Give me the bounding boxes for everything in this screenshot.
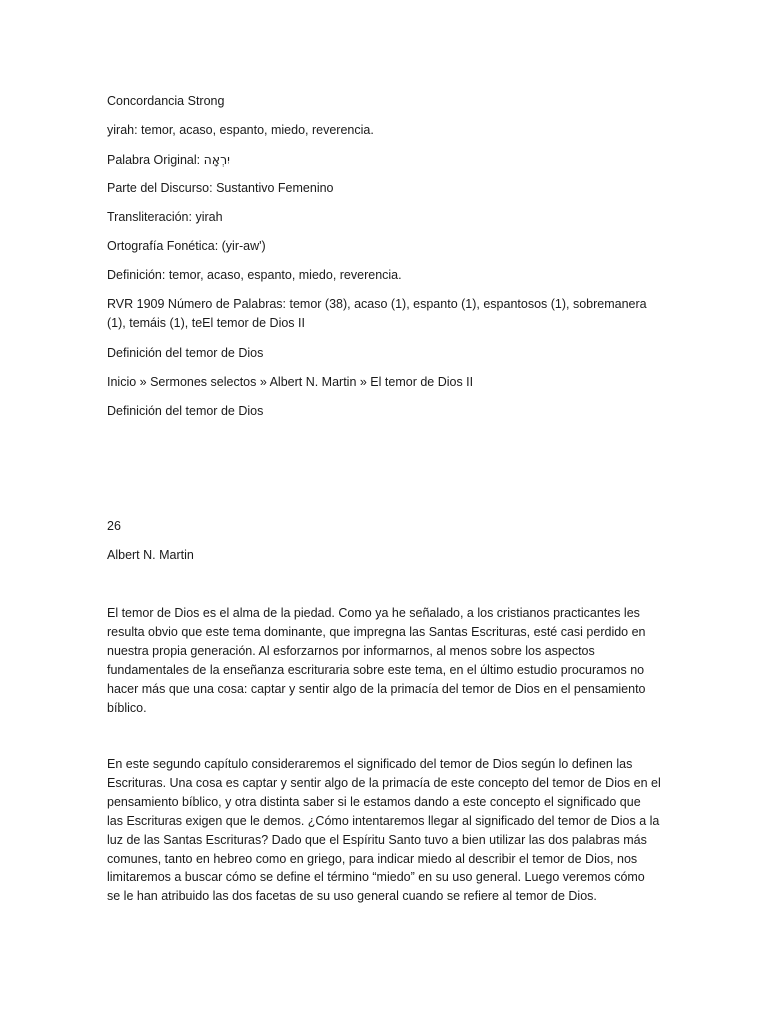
author-name: Albert N. Martin	[107, 548, 194, 562]
hebrew-word: יִרְאָה	[203, 152, 230, 167]
paragraph-line: limitaremos a buscar cómo se define el término “miedo” en su uso general. Luego veremos cómo	[107, 870, 645, 885]
section-heading-2: Definición del temor de Dios	[107, 404, 264, 418]
section-heading-1: Definición del temor de Dios	[107, 346, 264, 360]
concordance-title: Concordancia Strong	[107, 94, 225, 108]
paragraph-line: bíblico.	[107, 700, 147, 715]
part-of-speech: Parte del Discurso: Sustantivo Femenino	[107, 181, 334, 195]
body-paragraph-2	[107, 755, 667, 906]
rvr-count-line-1: RVR 1909 Número de Palabras: temor (38), acaso (1), espanto (1), espantosos (1), sobremanera	[107, 297, 647, 311]
paragraph-line: pensamiento bíblico, y otra distinta saber si le estamos dando a este concepto el significado que	[107, 794, 641, 809]
original-word-label: Palabra Original:	[107, 153, 204, 167]
paragraph-line: El temor de Dios es el alma de la piedad. Como ya he señalado, a los cristianos practicantes les	[107, 606, 640, 620]
paragraph-line: comunes, tanto en hebreo como en griego, para indicar miedo al describir el temor de Dios, nos	[107, 851, 638, 866]
page-number: 26	[107, 519, 121, 533]
word-summary: yirah: temor, acaso, espanto, miedo, reverencia.	[107, 123, 374, 137]
paragraph-line: fundamentales de la enseñanza escrituraria sobre este tema, en el último estudio procuramos no	[107, 662, 645, 677]
paragraph-line: resulta obvio que este tema dominante, que impregna las Santas Escrituras, esté casi perdido en	[107, 624, 646, 639]
paragraph-line: nuestra propia generación. Al esforzarnos por informarnos, al menos sobre los aspectos	[107, 643, 595, 658]
paragraph-line: Escrituras. Una cosa es captar y sentir algo de la primacía de este concepto del temor de Dios en el	[107, 775, 661, 790]
breadcrumb: Inicio » Sermones selectos » Albert N. Martin » El temor de Dios II	[107, 375, 474, 389]
original-word-line	[107, 150, 230, 170]
body-paragraph-1	[107, 604, 667, 717]
paragraph-line: las Escrituras exigen que le demos. ¿Cómo intentaremos llegar al significado del temor de Dios a la	[107, 813, 660, 828]
paragraph-line: En este segundo capítulo consideraremos el significado del temor de Dios según lo definen las	[107, 757, 633, 771]
definition-line: Definición: temor, acaso, espanto, miedo, reverencia.	[107, 268, 402, 282]
paragraph-line: luz de las Santas Escrituras? Dado que el Espíritu Santo tuvo a bien utilizar las dos palabras más	[107, 832, 647, 847]
paragraph-line: hacer más que una cosa: captar y sentir algo de la primacía del temor de Dios en el pensamiento	[107, 681, 646, 696]
paragraph-line: se le han atribuido las dos facetas de su uso general cuando se refiere al temor de Dios.	[107, 889, 597, 904]
transliteration: Transliteración: yirah	[107, 210, 223, 224]
phonetic-spelling: Ortografía Fonética: (yir-aw')	[107, 239, 266, 253]
rvr-count-line-2: (1), temáis (1), teEl temor de Dios II	[107, 316, 305, 330]
